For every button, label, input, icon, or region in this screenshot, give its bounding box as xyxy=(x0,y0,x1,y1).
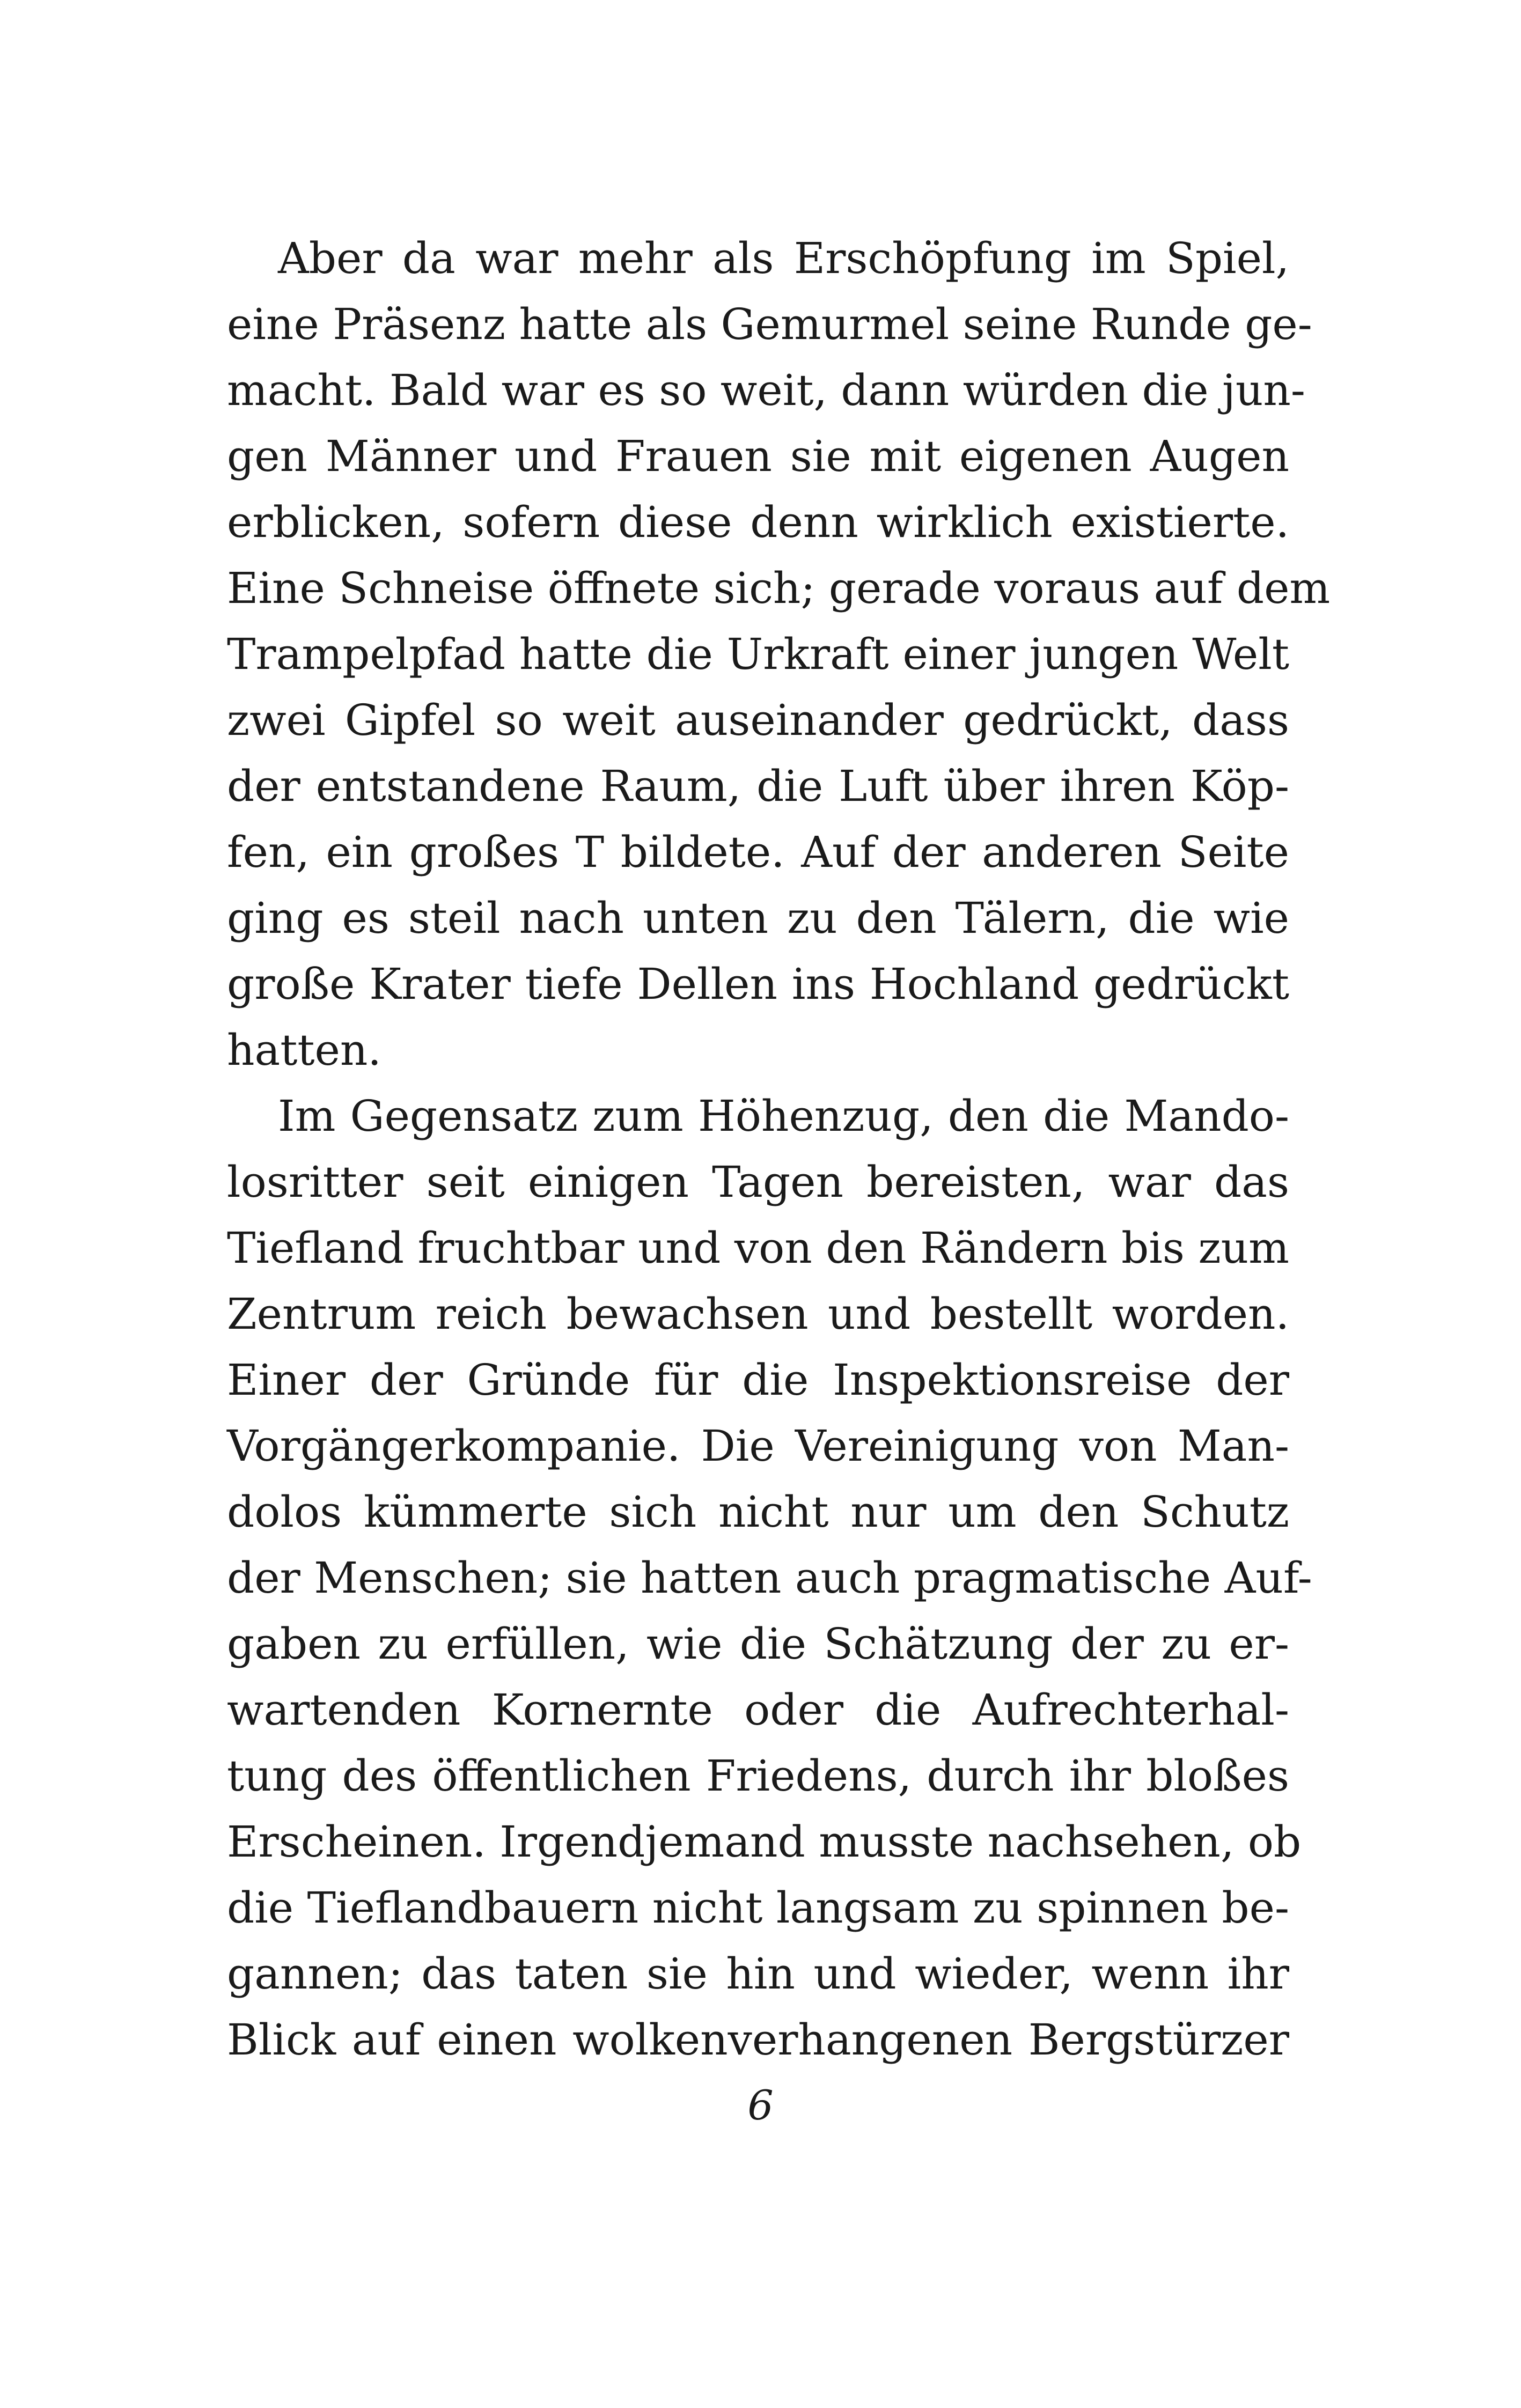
paragraph-2 xyxy=(227,1083,1312,2073)
text-line: große Krater tiefe Dellen ins Hochland gedrückt xyxy=(227,959,1289,1009)
text-line: Trampelpfad hatte die Urkraft einer jungen Welt xyxy=(227,629,1289,679)
text-line: fen, ein großes T bildete. Auf der anderen Seite xyxy=(227,827,1289,877)
text-line: dolos kümmerte sich nicht nur um den Schutz xyxy=(227,1487,1289,1537)
text-line: der entstandene Raum, die Luft über ihren Köp- xyxy=(227,761,1289,811)
text-line: wartenden Kornernte oder die Aufrechterhal- xyxy=(227,1685,1289,1735)
body-text xyxy=(227,225,1331,2073)
text-line: Einer der Gründe für die Inspektionsreise der xyxy=(227,1355,1289,1405)
paragraph-1 xyxy=(227,225,1331,1083)
text-line: Im Gegensatz zum Höhenzug, den die Mando- xyxy=(278,1091,1289,1141)
text-line: Tiefland fruchtbar und von den Rändern bis zum xyxy=(227,1223,1289,1273)
text-line: hatten. xyxy=(227,1025,381,1075)
text-line: macht. Bald war es so weit, dann würden die jun- xyxy=(227,365,1305,415)
text-line: Aber da war mehr als Erschöpfung im Spiel, xyxy=(278,233,1289,283)
text-line: Erscheinen. Irgendjemand musste nachsehen, ob xyxy=(227,1817,1302,1867)
text-line: tung des öffentlichen Friedens, durch ihr bloßes xyxy=(227,1751,1289,1801)
text-line: die Tieflandbauern nicht langsam zu spinnen be- xyxy=(227,1883,1289,1933)
text-line: erblicken, sofern diese denn wirklich existierte. xyxy=(227,497,1289,547)
text-line: ging es steil nach unten zu den Tälern, die wie xyxy=(227,893,1289,943)
text-line: gaben zu erfüllen, wie die Schätzung der zu er- xyxy=(227,1619,1289,1669)
text-line: gannen; das taten sie hin und wieder, wenn ihr xyxy=(227,1949,1289,1999)
text-line: eine Präsenz hatte als Gemurmel seine Runde ge- xyxy=(227,299,1312,349)
text-line: Zentrum reich bewachsen und bestellt worden. xyxy=(227,1289,1289,1339)
text-line: der Menschen; sie hatten auch pragmatische Auf- xyxy=(227,1553,1312,1603)
text-line: gen Männer und Frauen sie mit eigenen Augen xyxy=(227,431,1289,481)
text-line: zwei Gipfel so weit auseinander gedrückt, dass xyxy=(227,695,1289,745)
text-line: Blick auf einen wolkenverhangenen Bergstürzer xyxy=(227,2015,1289,2065)
text-line: Eine Schneise öffnete sich; gerade voraus auf dem xyxy=(227,563,1331,613)
page-number: 6 xyxy=(747,2081,774,2129)
text-line: losritter seit einigen Tagen bereisten, war das xyxy=(227,1157,1289,1207)
text-line: Vorgängerkompanie. Die Vereinigung von Man- xyxy=(227,1421,1289,1471)
